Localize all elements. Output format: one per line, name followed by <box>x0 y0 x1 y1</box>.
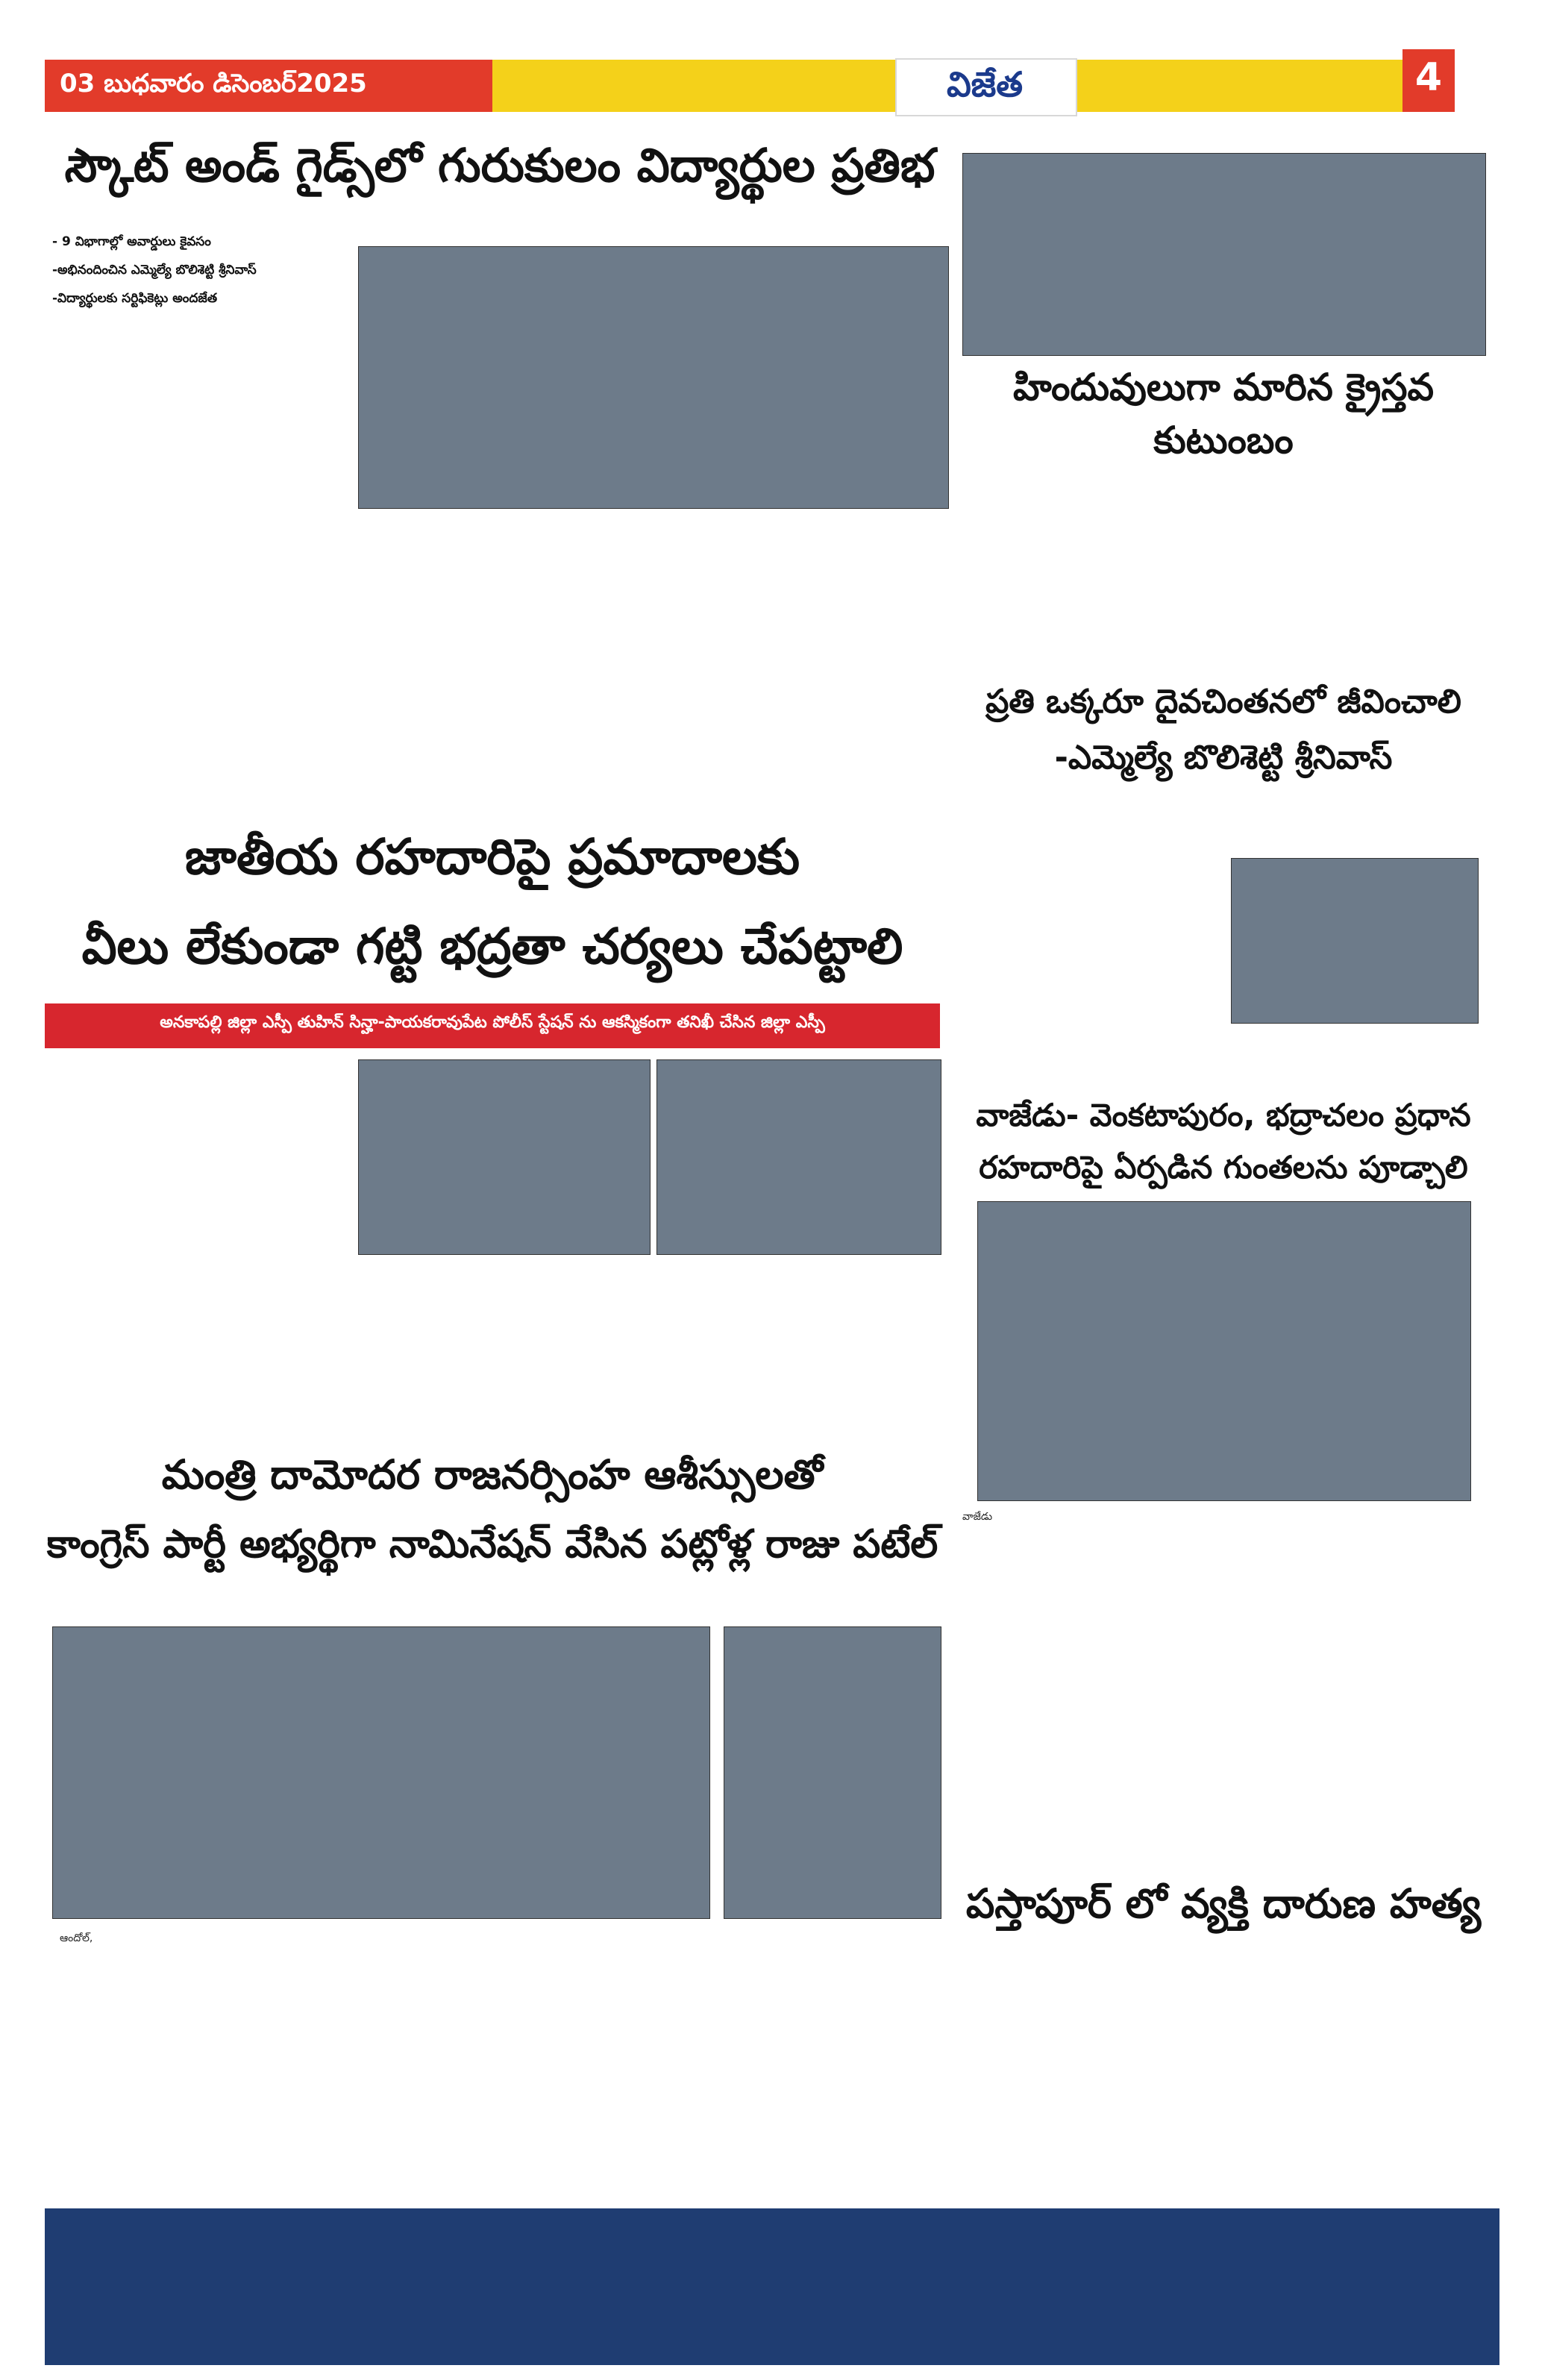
story7-headline: పస్తాపూర్ లో వ్యక్తి దారుణ హత్య <box>965 1880 1482 1927</box>
story4-strap-text: అనకాపల్లి జిల్లా ఎస్పీ తుహిన్ సిన్హా-పాయకరావుపేట పోలీస్ స్టేషన్ ను ఆకస్మికంగా తనిఖీ చేసిన జిల్లా ఎస్పీ <box>160 1013 825 1032</box>
story1-bullet: -అభినందించిన ఎమ్మెల్యే బొలిశెట్టి శ్రీనివాస్ <box>52 263 257 278</box>
story4-photo-1 <box>358 1059 651 1255</box>
page-number: 4 <box>1414 55 1443 100</box>
story4-headline-line1: జాతీయ రహదారిపై ప్రమాదాలకు <box>184 828 800 886</box>
story4-photo-2 <box>656 1059 941 1255</box>
story6-photo-1 <box>52 1626 710 1919</box>
story6-photo-2 <box>724 1626 941 1919</box>
story1-bullets <box>52 228 351 313</box>
story1-photo <box>358 246 949 509</box>
story1-headline: స్కౌట్ అండ్ గైడ్స్‌లో గురుకులం విద్యార్థుల ప్రతిభ <box>64 138 935 192</box>
story5-headline-line1: వాజేడు- వెంకటాపురం, భద్రాచలం ప్రధాన <box>976 1097 1471 1133</box>
bottom-band <box>45 2208 1499 2365</box>
story1-bullet: - 9 విభాగాల్లో అవార్డులు కైవసం <box>52 234 211 249</box>
newspaper-logo: విజేత <box>946 64 1024 104</box>
story2-headline: హిందువులుగా మారిన క్రైస్తవ కుటుంబం <box>1012 366 1434 462</box>
story1-bullet: -విద్యార్థులకు సర్టిఫికెట్లు అందజేత <box>52 291 218 306</box>
story3-subheadline: -ఎమ్మెల్యే బొలిశెట్టి శ్రీనివాస్ <box>1054 739 1393 777</box>
story3-headline: ప్రతి ఒక్కరూ దైవచింతనలో జీవించాలి <box>985 683 1461 721</box>
story6-headline-line2: కాంగ్రెస్ పార్టీ అభ్యర్థిగా నామినేషన్ వేసిన పట్లోళ్ల రాజు పటేల్ <box>46 1522 938 1567</box>
story4-headline-line2: వీలు లేకుండా గట్టి భద్రతా చర్యలు చేపట్టాలి <box>81 918 903 975</box>
story3-photo <box>1231 858 1479 1024</box>
issue-date: 03 బుధవారం డిసెంబర్2025 <box>60 69 367 98</box>
story5-photo-caption: వాజేడు <box>962 1511 993 1523</box>
story5-headline-line2: రహదారిపై ఏర్పడిన గుంతలను పూడ్చాలి <box>979 1149 1468 1186</box>
story6-dateline: ఆందోల్, <box>60 1932 93 1944</box>
story2-photo <box>962 153 1486 356</box>
story6-headline-line1: మంత్రి దామోదర రాజనర్సింహ ఆశీస్సులతో <box>161 1451 824 1498</box>
story5-photo <box>977 1201 1471 1501</box>
